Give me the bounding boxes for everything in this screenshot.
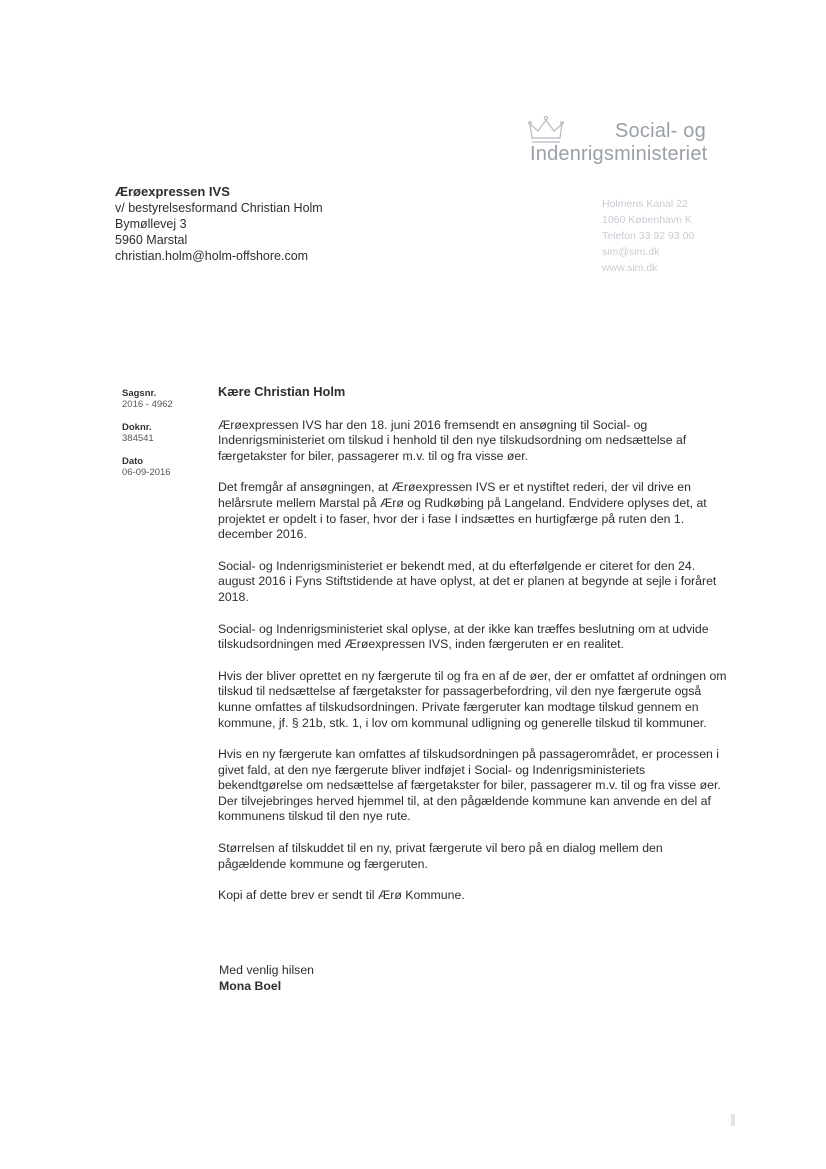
contact-address: Holmens Kanal 22 xyxy=(602,198,688,210)
meta-label-case-number: Sagsnr. xyxy=(122,388,157,399)
contact-email: sim@sim.dk xyxy=(602,246,660,258)
meta-value-date: 06-09-2016 xyxy=(122,467,171,478)
scan-mark xyxy=(731,1114,735,1126)
letter-closing xyxy=(219,962,314,994)
meta-value-document-number: 384541 xyxy=(122,433,154,444)
salutation: Kære Christian Holm xyxy=(218,384,346,399)
body-paragraph: Størrelsen af tilskuddet til en ny, privat færgerute vil bero på en dialog mellem den pågældende kommune og færgeruten. xyxy=(218,841,663,871)
body-paragraph: Social- og Indenrigsministeriet er bekendt med, at du efterfølgende er citeret for den 24. august 2016 i Fyns Stiftstidende at have oplyst, at det er planen at begynde at sejle i foråret 2018. xyxy=(218,558,717,604)
recipient-line: Bymøllevej 3 xyxy=(115,217,187,231)
recipient-email: christian.holm@holm-offshore.com xyxy=(115,249,309,263)
body-paragraph: Kopi af dette brev er sendt til Ærø Kommune. xyxy=(218,888,465,903)
ministry-logo-line2: Indenrigsministeriet xyxy=(530,143,708,165)
meta-value-case-number: 2016 - 4962 xyxy=(122,399,173,410)
signer-name: Mona Boel xyxy=(219,979,282,993)
body-paragraph: Ærøexpressen IVS har den 18. juni 2016 fremsendt en ansøgning til Social- og Indenrigsministeriet om tilskud i henhold til den nye tilskudsordning om nedsættelse af færgetakster for biler, passagerer m.v. til og fra visse øer. xyxy=(218,417,687,463)
meta-label-date: Dato xyxy=(122,456,144,467)
body-paragraph: Det fremgår af ansøgningen, at Ærøexpressen IVS er et nystiftet rederi, der vil drive en helårsrute mellem Marstal på Ærø og Rudkøbing på Langeland. Endvidere oplyses det, at projektet er opdelt i to faser, hvor der i fase I indsættes en hurtigfærge på ruten den 1. december 2016. xyxy=(218,480,707,542)
contact-postal: 1060 København K xyxy=(602,214,692,226)
body-paragraph: Hvis en ny færgerute kan omfattes af tilskudsordningen på passagerområdet, er processen i givet fald, at den nye færgerute bliver indføjet i Social- og Indenrigsministeriets bekendtgørelse om nedsættelse af færgetakster for biler, passagerer m.v. til og fra visse øer. Der tilvejebringes herved hjemmel til, at den pågældende kommune kan anvende en del af kommunens tilskud til den nye rute. xyxy=(218,747,721,824)
contact-phone: Telefon 33 92 93 00 xyxy=(602,230,695,242)
recipient-name: Ærøexpressen IVS xyxy=(115,184,230,199)
recipient-line: 5960 Marstal xyxy=(115,233,188,247)
letter-body xyxy=(218,384,728,920)
case-metadata xyxy=(122,388,173,490)
closing-greeting: Med venlig hilsen xyxy=(219,963,315,977)
meta-label-document-number: Doknr. xyxy=(122,422,152,433)
sender-contact-block xyxy=(602,196,694,276)
recipient-address-block xyxy=(115,184,323,264)
contact-website: www.sim.dk xyxy=(602,262,658,274)
crown-logo-icon xyxy=(526,114,566,146)
body-paragraph: Social- og Indenrigsministeriet skal oplyse, at der ikke kan træffes beslutning om at udvide tilskudsordningen med Ærøexpressen IVS, inden færgeruten er en realitet. xyxy=(218,621,709,652)
body-paragraph: Hvis der bliver oprettet en ny færgerute til og fra en af de øer, der er omfattet af ordningen om tilskud til nedsættelse af færgetakster for passagerbefordring, vil den nye færgerute også kunne omfattes af tilskudsordningen. Private færgeruter kan modtage tilskud gennem en kommune, jf. § 21b, stk. 1, i lov om kommunal udligning og generelle tilskud til kommuner. xyxy=(218,668,727,730)
recipient-line: v/ bestyrelsesformand Christian Holm xyxy=(115,201,323,215)
ministry-logo-line1: Social- og xyxy=(615,120,706,142)
